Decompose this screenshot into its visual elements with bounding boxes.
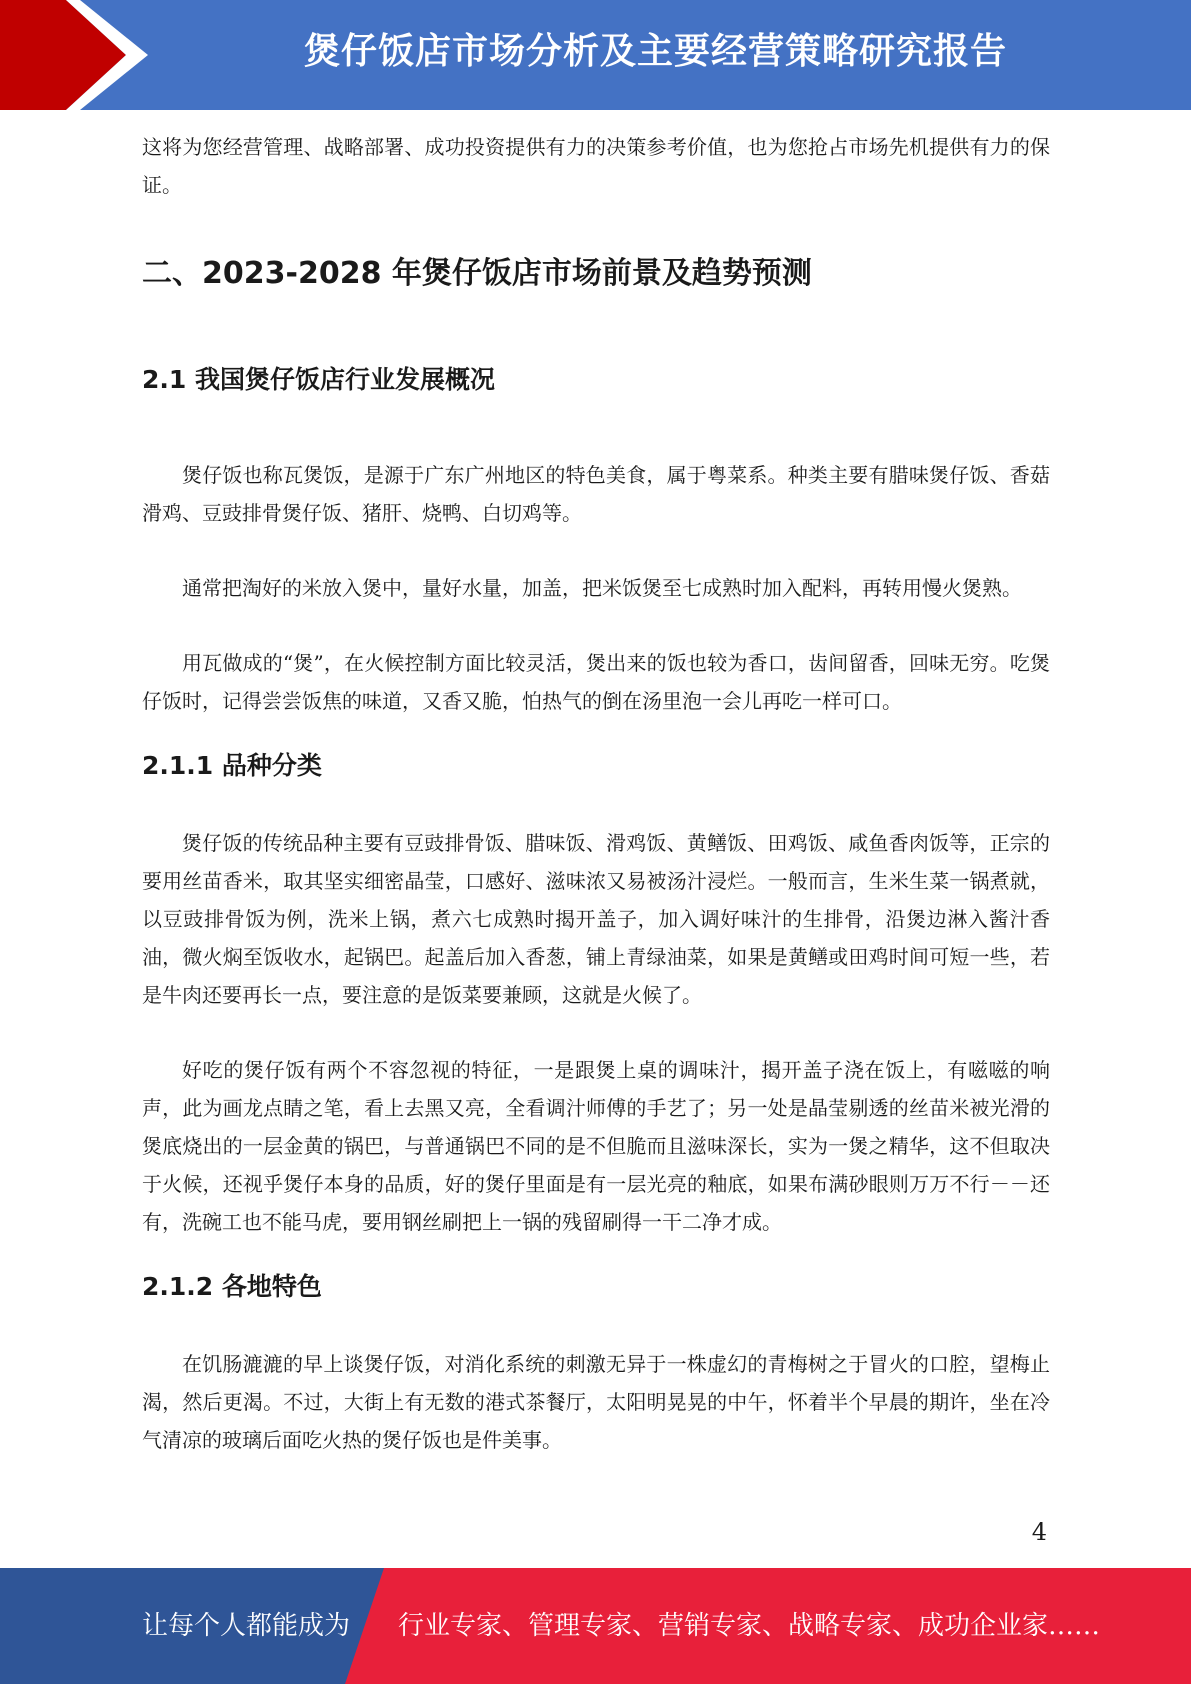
- paragraph: 在饥肠漉漉的早上谈煲仔饭，对消化系统的刺激无异于一株虚幻的青梅树之于冒火的口腔，望梅止渴，然后更渴。不过，大街上有无数的港式茶餐厅，太阳明晃晃的中午，怀着半个早晨的期许，坐在冷气清凉的玻璃后面吃火热的煲仔饭也是件美事。: [142, 1352, 1050, 1452]
- variety-heading: 2.1.1 品种分类: [142, 751, 322, 780]
- subsection-title: 2.1 我国煲仔饭店行业发展概况: [142, 365, 495, 394]
- paragraph: 通常把淘好的米放入煲中，量好水量，加盖，把米饭煲至七成熟时加入配料，再转用慢火煲熟。: [182, 576, 1022, 600]
- report-title: 煲仔饭店市场分析及主要经营策略研究报告: [303, 31, 1007, 72]
- main-content: [142, 128, 1050, 1459]
- header-banner: [0, 0, 1191, 110]
- header-arrow-decoration: [0, 0, 160, 110]
- paragraph: 煲仔饭也称瓦煲饭，是源于广东广州地区的特色美食，属于粤菜系。种类主要有腊味煲仔饭、香菇滑鸡、豆豉排骨煲仔饭、猪肝、烧鸭、白切鸡等。: [142, 463, 1050, 525]
- paragraph: 煲仔饭的传统品种主要有豆豉排骨饭、腊味饭、滑鸡饭、黄鳝饭、田鸡饭、咸鱼香肉饭等，正宗的要用丝苗香米，取其坚实细密晶莹，口感好、滋味浓又易被汤汁浸烂。一般而言，生米生菜一锅煮就，以豆豉排骨饭为例，洗米上锅，煮六七成熟时揭开盖子，加入调好味汁的生排骨，沿煲边淋入酱汁香油，微火焖至饭收水，起锅巴。起盖后加入香葱，铺上青绿油菜，如果是黄鳝或田鸡时间可短一些，若是牛肉还要再长一点，要注意的是饭菜要兼顾，这就是火候了。: [142, 831, 1050, 1007]
- footer-slogan-right: 行业专家、管理专家、营销专家、战略专家、成功企业家……: [398, 1611, 1101, 1641]
- intro-paragraph: 这将为您经营管理、战略部署、成功投资提供有力的决策参考价值，也为您抢占市场先机提供有力的保证。: [142, 135, 1050, 197]
- page-number: 4: [1031, 1518, 1047, 1546]
- section-title: 二、2023-2028 年煲仔饭店市场前景及趋势预测: [142, 256, 812, 291]
- footer-slogan-left: 让每个人都能成为: [142, 1611, 351, 1641]
- footer-banner: [0, 1568, 1191, 1684]
- paragraph: 用瓦做成的“煲”，在火候控制方面比较灵活，煲出来的饭也较为香口，齿间留香，回味无穷。吃煲仔饭时，记得尝尝饭焦的味道，又香又脆，怕热气的倒在汤里泡一会儿再吃一样可口。: [142, 651, 1050, 713]
- regional-heading: 2.1.2 各地特色: [142, 1272, 322, 1301]
- paragraph: 好吃的煲仔饭有两个不容忽视的特征，一是跟煲上桌的调味汁，揭开盖子浇在饭上，有嗞嗞的响声，此为画龙点睛之笔，看上去黑又亮，全看调汁师傅的手艺了；另一处是晶莹剔透的丝苗米被光滑的煲底烧出的一层金黄的锅巴，与普通锅巴不同的是不但脆而且滋味深长，实为一煲之精华，这不但取决于火候，还视乎煲仔本身的品质，好的煲仔里面是有一层光亮的釉底，如果布满砂眼则万万不行－－还有，洗碗工也不能马虎，要用钢丝刷把上一锅的残留刷得一干二净才成。: [142, 1058, 1050, 1234]
